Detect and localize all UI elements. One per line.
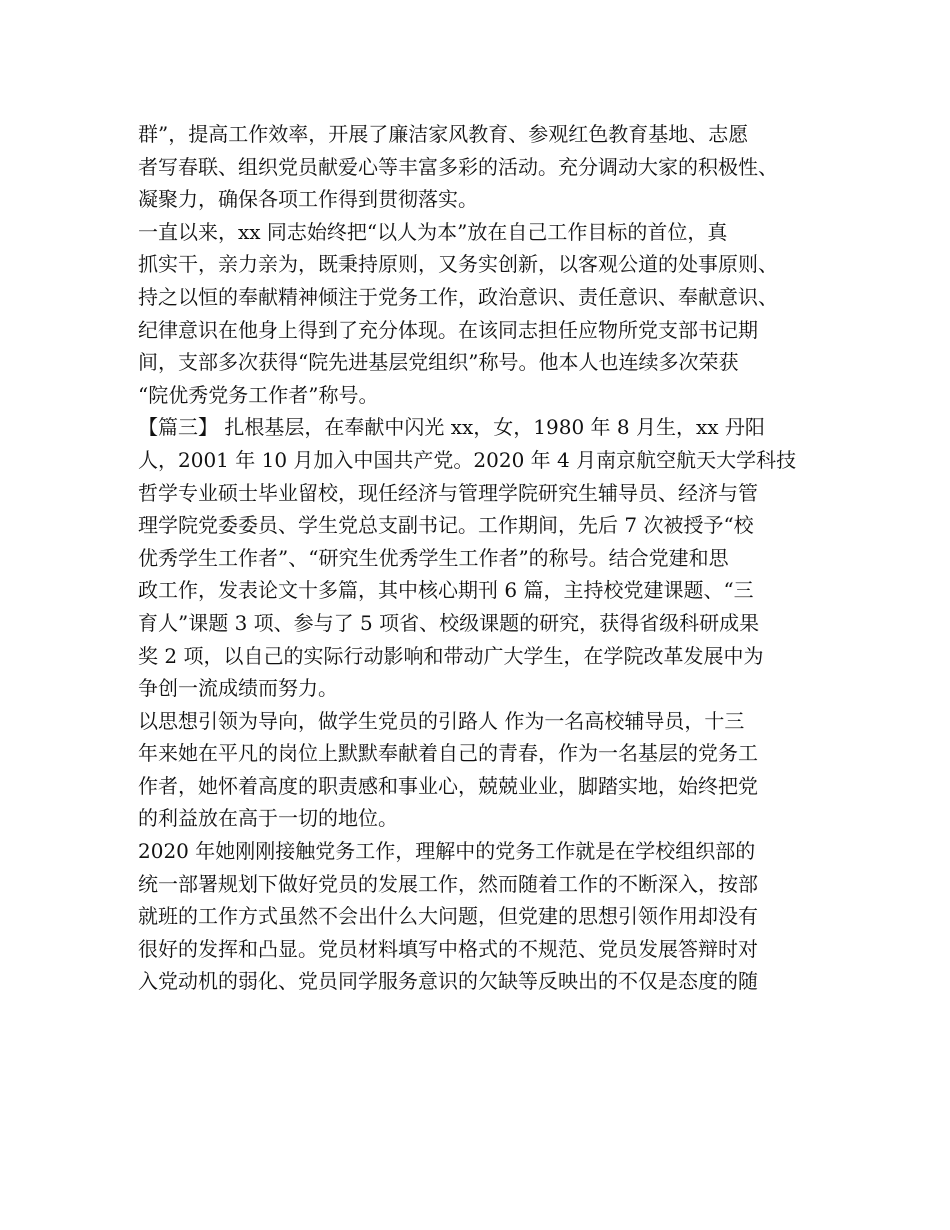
text-line: 争创一流成绩而努力。 bbox=[138, 676, 338, 701]
text-line: 抓实干，亲力亲为，既秉持原则，又务实创新，以客观公道的处事原则、 bbox=[138, 252, 778, 277]
text-line: 统一部署规划下做好党员的发展工作，然而随着工作的不断深入，按部 bbox=[138, 871, 758, 896]
text-line: 持之以恒的奉献精神倾注于党务工作，政治意识、责任意识、奉献意识、 bbox=[138, 284, 778, 309]
text-line: 人，2001 年 10 月加入中国共产党。2020 年 4 月南京航空航天大学科技 bbox=[138, 447, 797, 472]
document-body bbox=[138, 118, 828, 998]
text-line: 理学院党委委员、学生党总支副书记。工作期间，先后 7 次被授予“校 bbox=[138, 513, 754, 538]
text-line: 凝聚力，确保各项工作得到贯彻落实。 bbox=[138, 187, 478, 212]
text-line: 政工作，发表论文十多篇，其中核心期刊 6 篇，主持校党建课题、“三 bbox=[138, 578, 754, 603]
text-line: 作者，她怀着高度的职责感和事业心，兢兢业业，脚踏实地，始终把党 bbox=[138, 773, 758, 798]
text-line: 者写春联、组织党员献爱心等丰富多彩的活动。充分调动大家的积极性、 bbox=[138, 154, 778, 179]
text-line: 2020 年她刚刚接触党务工作，理解中的党务工作就是在学校组织部的 bbox=[138, 839, 756, 864]
text-line: 育人”课题 3 项、参与了 5 项省、校级课题的研究，获得省级科研成果 bbox=[138, 610, 760, 635]
text-line: 纪律意识在他身上得到了充分体现。在该同志担任应物所党支部书记期 bbox=[138, 317, 758, 342]
text-line: 以思想引领为导向，做学生党员的引路人 作为一名高校辅导员，十三 bbox=[138, 708, 745, 733]
text-line: 优秀学生工作者”、“研究生优秀学生工作者”的称号。结合党建和思 bbox=[138, 545, 729, 570]
text-line: 年来她在平凡的岗位上默默奉献着自己的青春，作为一名基层的党务工 bbox=[138, 741, 758, 766]
text-line: 群”，提高工作效率，开展了廉洁家风教育、参观红色教育基地、志愿 bbox=[138, 122, 749, 146]
text-line: 一直以来，xx 同志始终把“以人为本”放在自己工作目标的首位，真 bbox=[138, 219, 728, 244]
text-line: 哲学专业硕士毕业留校，现任经济与管理学院研究生辅导员、经济与管 bbox=[138, 480, 758, 505]
text-line: 奖 2 项，以自己的实际行动影响和带动广大学生，在学院改革发展中为 bbox=[138, 643, 764, 668]
text-line: “院优秀党务工作者”称号。 bbox=[138, 382, 379, 407]
text-line: 的利益放在高于一切的地位。 bbox=[138, 806, 398, 831]
section-heading-line: 【篇三】 扎根基层，在奉献中闪光 xx，女，1980 年 8 月生，xx 丹阳 bbox=[138, 415, 765, 440]
text-line: 入党动机的弱化、党员同学服务意识的欠缺等反映出的不仅是态度的随 bbox=[138, 969, 758, 994]
text-line: 很好的发挥和凸显。党员材料填写中格式的不规范、党员发展答辩时对 bbox=[138, 936, 758, 961]
text-line: 间，支部多次获得“院先进基层党组织”称号。他本人也连续多次荣获 bbox=[138, 350, 739, 375]
text-line: 就班的工作方式虽然不会出什么大问题，但党建的思想引领作用却没有 bbox=[138, 904, 758, 929]
